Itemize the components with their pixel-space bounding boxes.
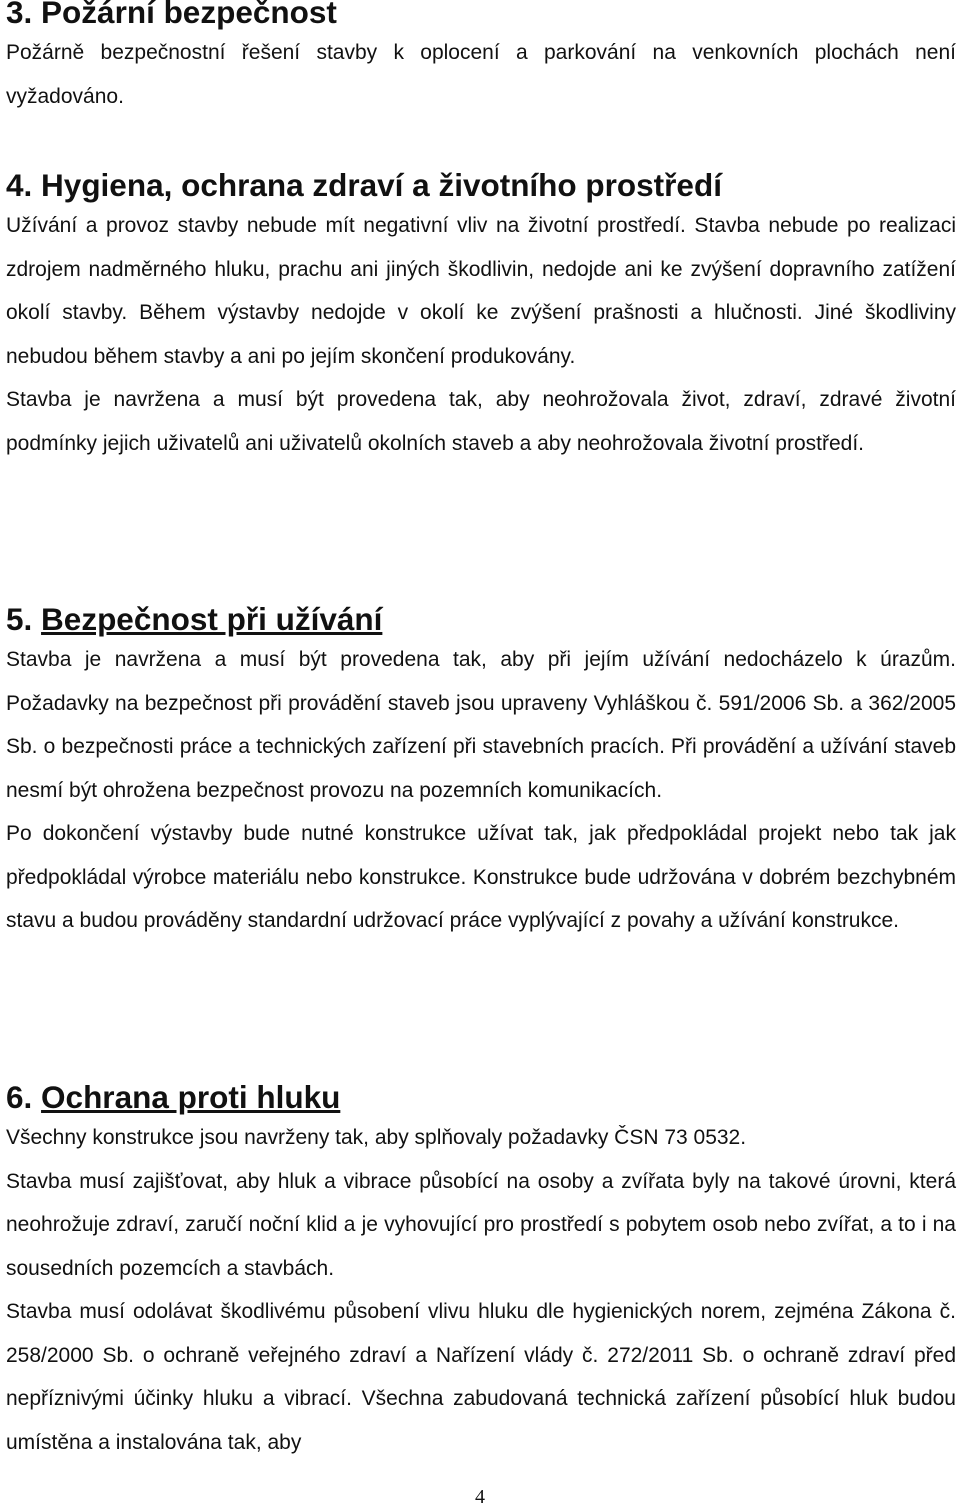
section-title: Ochrana proti hluku	[41, 1079, 341, 1115]
paragraph: Po dokončení výstavby bude nutné konstrukce užívat tak, jak předpokládal projekt nebo tak jak předpokládal výrobce materiálu nebo konstrukce. Konstrukce bude udržována v dobrém bezchybném stavu a budou prováděny standardní udržovací práce vyplývající z povahy a užívání konstrukce.	[6, 822, 956, 932]
section-heading-hygiene	[6, 167, 722, 203]
section-heading-fire-safety	[6, 0, 337, 30]
section-heading-safety-in-use	[6, 601, 383, 637]
section-number: 5.	[6, 601, 33, 637]
section-body-fire-safety	[6, 31, 956, 118]
section-title: Hygiena, ochrana zdraví a životního prostředí	[41, 167, 722, 203]
paragraph: Stavba je navržena a musí být provedena tak, aby při jejím užívání nedocházelo k úrazům. Požadavky na bezpečnost při provádění staveb jsou upraveny Vyhláškou č. 591/2006 Sb. a 362/2005 Sb. o bezpečnosti práce a technických zařízení při stavebních pracích. Při provádění a užívání staveb nesmí být ohrožena bezpečnost provozu na pozemních komunikacích.	[6, 648, 956, 802]
paragraph: Stavba je navržena a musí být provedena tak, aby neohrožovala život, zdraví, zdravé životní podmínky jejich uživatelů ani uživatelů okolních staveb a aby neohrožovala životní prostředí.	[6, 388, 956, 455]
section-number: 6.	[6, 1079, 33, 1115]
paragraph: Všechny konstrukce jsou navrženy tak, aby splňovaly požadavky ČSN 73 0532.	[6, 1126, 747, 1149]
section-heading-noise-protection	[6, 1079, 341, 1115]
section-number: 3.	[6, 0, 33, 30]
section-title: Požární bezpečnost	[41, 0, 337, 30]
paragraph: Užívání a provoz stavby nebude mít negativní vliv na životní prostředí. Stavba nebude po realizaci zdrojem nadměrného hluku, prachu ani jiných škodlivin, nedojde ani ke zvýšení dopravního zatížení okolí stavby. Během výstavby nedojde v okolí ke zvýšení prašnosti a hlučnosti. Jiné škodliviny nebudou během stavby a ani po jejím skončení produkovány.	[6, 214, 956, 368]
paragraph: Požárně bezpečnostní řešení stavby k oplocení a parkování na venkovních plochách není vyžadováno.	[6, 41, 956, 108]
paragraph: Stavba musí zajišťovat, aby hluk a vibrace působící na osoby a zvířata byly na takové úrovni, která neohrožuje zdraví, zaručí noční klid a je vyhovující pro prostředí s pobytem osob nebo zvířat, a to i na sousedních pozemcích a stavbách.	[6, 1169, 956, 1280]
section-body-hygiene	[6, 204, 956, 465]
section-body-noise-protection	[6, 1116, 956, 1464]
page-number: 4	[475, 1486, 485, 1508]
section-body-safety-in-use	[6, 638, 956, 943]
section-title: Bezpečnost při užívání	[41, 601, 383, 637]
section-number: 4.	[6, 167, 33, 203]
paragraph: Stavba musí odolávat škodlivému působení vlivu hluku dle hygienických norem, zejména Zákona č. 258/2000 Sb. o ochraně veřejného zdraví a Nařízení vlády č. 272/2011 Sb. o ochraně zdraví před nepříznivými účinky hluku a vibrací. Všechna zabudovaná technická zařízení působící hluk budou umístěna a instalována tak, aby	[6, 1300, 956, 1454]
